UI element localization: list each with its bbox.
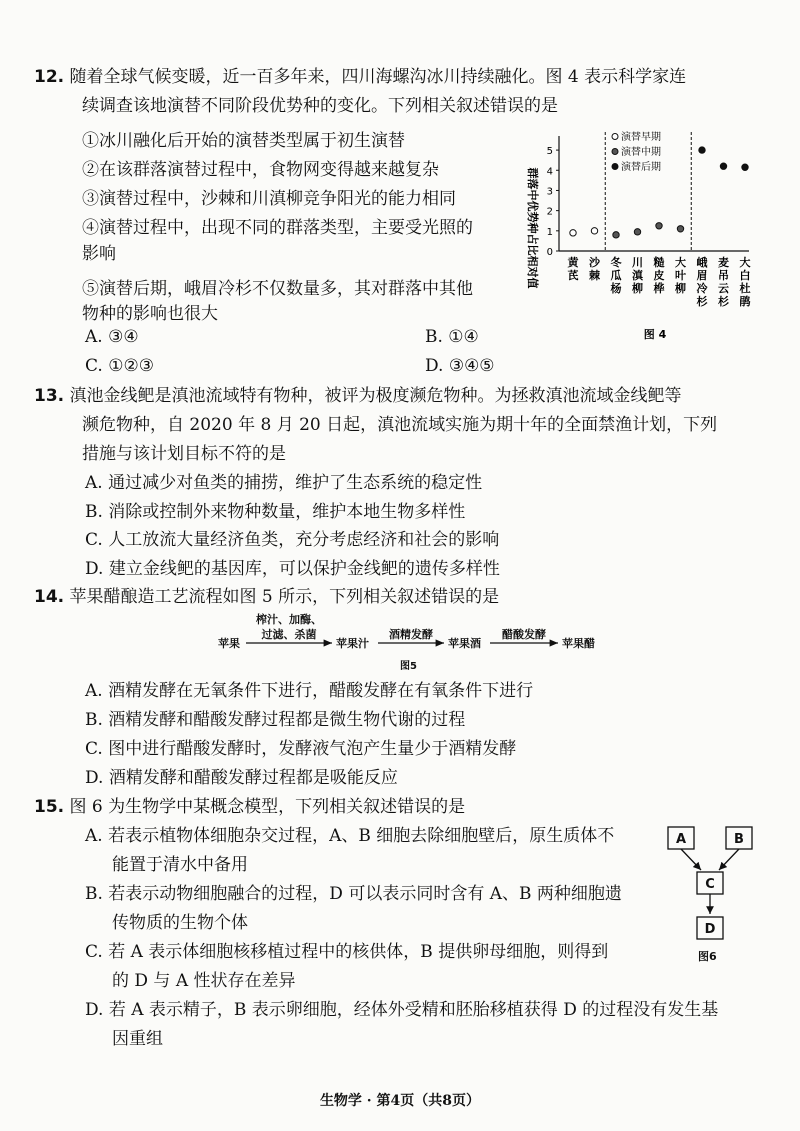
option-c: C. 图中进行醋酸发酵时，发酵液气泡产生量少于酒精发酵 [85,739,517,759]
option-a: A. 酒精发酵在无氧条件下进行，醋酸发酵在有氧条件下进行 [85,681,534,701]
question-stem-cont: 续调查该地演替不同阶段优势种的变化。下列相关叙述错误的是 [82,96,558,116]
figure-6-diagram [660,822,770,967]
data-point [656,223,662,229]
question-stem: 苹果醋酿造工艺流程如图 5 所示，下列相关叙述错误的是 [69,587,500,607]
box-d-label: D [704,922,716,937]
option-c: C. 人工放流大量经济鱼类，充分考虑经济和社会的影响 [85,530,500,550]
option-d-cont: 因重组 [112,1029,163,1049]
category-labels [568,255,751,308]
page-footer: 生物学 · 第4页（共8页） [319,1093,481,1109]
flow-step-label: 酒精发酵 [389,628,433,641]
option-b: B. 消除或控制外来物种数量，维护本地生物多样性 [85,502,466,522]
statement-1: ①冰川融化后开始的演替类型属于初生演替 [82,131,405,151]
option-a: A. ③④ [85,327,139,347]
category-label: 沙棘 [589,256,600,282]
flow-step-label: 榨汁、加酶、 [256,613,322,626]
y-tick-label: 5 [546,146,553,158]
statement-3: ③演替过程中，沙棘和川滇柳竞争阳光的能力相同 [82,189,456,209]
data-point [613,232,619,238]
question-stem-cont: 措施与该计划目标不符的是 [82,444,286,464]
figure-caption: 图6 [698,950,717,963]
box-c-label: C [705,877,715,892]
statement-2: ②在该群落演替过程中，食物网变得越来越复杂 [82,160,439,180]
option-d: D. ③④⑤ [425,356,495,376]
category-label: 大白杜鹃 [739,256,751,308]
option-b: B. ①④ [425,327,479,347]
category-label: 糙皮桦 [653,256,665,295]
option-a: A. 若表示植物体细胞杂交过程，A、B 细胞去除细胞壁后，原生质体不 [85,826,615,846]
figure-4-chart [515,118,755,348]
statement-5-cont: 物种的影响也很大 [82,304,218,324]
data-point [677,226,683,232]
legend-label: 演替中期 [621,147,661,158]
legend-marker [612,134,618,140]
y-tick-label: 4 [546,166,553,178]
option-b: B. 酒精发酵和醋酸发酵过程都是微生物代谢的过程 [85,710,466,730]
y-tick-label: 2 [546,206,553,218]
figure-5-flow [210,612,610,674]
statement-4-cont: 影响 [82,244,116,264]
flow-node-juice: 苹果汁 [336,637,369,650]
flow-step-label: 过滤、杀菌 [261,628,317,641]
question-number: 15. [34,797,65,817]
question-stem: 图 6 为生物学中某概念模型，下列相关叙述错误的是 [69,797,466,817]
legend-marker [612,164,618,170]
data-point [742,164,748,170]
category-label: 冬瓜杨 [610,256,622,295]
flow-node-vinegar: 苹果醋 [562,637,595,650]
option-d: D. 酒精发酵和醋酸发酵过程都是吸能反应 [85,768,398,788]
q14 [34,583,499,612]
option-a: A. 通过减少对鱼类的捕捞，维护了生态系统的稳定性 [85,473,483,493]
option-d: D. 若 A 表示精子，B 表示卵细胞，经体外受精和胚胎移植获得 D 的过程没有发生基 [85,1000,719,1020]
box-b-label: B [734,832,744,847]
data-point [570,230,576,236]
option-b-cont: 传物质的生物个体 [112,913,248,933]
option-c-cont: 的 D 与 A 性状存在差异 [112,971,296,991]
question-stem-cont: 濒危物种，自 2020 年 8 月 20 日起，滇池流域实施为期十年的全面禁渔计划，下列 [82,415,718,435]
legend-label: 演替早期 [621,132,661,143]
category-label: 大叶柳 [675,256,686,295]
data-point [720,163,726,169]
figure-caption: 图 4 [643,328,667,341]
box-a-label: A [675,832,687,847]
question-stem: 滇池金线鲃是滇池流域特有物种，被评为极度濒危物种。为拯救滇池流域金线鲃等 [69,386,682,406]
legend [612,130,661,173]
legend-label: 演替后期 [621,162,661,173]
option-b: B. 若表示动物细胞融合的过程，D 可以表示同时含有 A、B 两种细胞遗 [85,884,622,904]
option-c: C. ①②③ [85,356,154,376]
statement-4: ④演替过程中，出现不同的群落类型，主要受光照的 [82,218,473,238]
category-label: 黄芪 [567,256,579,282]
category-label: 峨眉冷杉 [696,256,708,308]
flow-step-label: 醋酸发酵 [502,628,546,641]
figure-caption: 图5 [400,661,417,672]
option-a-cont: 能置于清水中备用 [112,855,248,875]
question-stem: 随着全球气候变暖，近一百多年来，四川海螺沟冰川持续融化。图 4 表示科学家连 [69,67,687,87]
flow-node-wine: 苹果酒 [448,637,481,650]
question-number: 13. [34,386,65,406]
arrow-a-to-c [681,849,701,870]
y-tick-label: 1 [546,226,553,238]
q12 [34,63,686,92]
y-ticks [547,146,559,258]
question-number: 14. [34,587,65,607]
data-point [634,229,640,235]
flow-node-apple: 苹果 [218,637,240,650]
legend-marker [612,149,618,155]
arrow-b-to-c [719,849,739,870]
option-c: C. 若 A 表示体细胞核移植过程中的核供体，B 提供卵母细胞，则得到 [85,942,609,962]
option-d: D. 建立金线鲃的基因库，可以保护金线鲃的遗传多样性 [85,559,500,579]
y-axis-label: 群落中优势种占比相对值 [526,167,539,289]
q13 [34,382,682,411]
q15 [34,793,465,822]
y-tick-label: 3 [546,186,553,198]
statement-5: ⑤演替后期，峨眉冷杉不仅数量多，其对群落中其他 [82,279,473,299]
category-label: 麦吊云杉 [718,256,729,308]
data-point [591,228,597,234]
question-number: 12. [34,67,65,87]
category-label: 川滇柳 [632,256,643,295]
data-point [699,147,705,153]
y-tick-label: 0 [546,247,553,258]
data-points [570,147,748,238]
